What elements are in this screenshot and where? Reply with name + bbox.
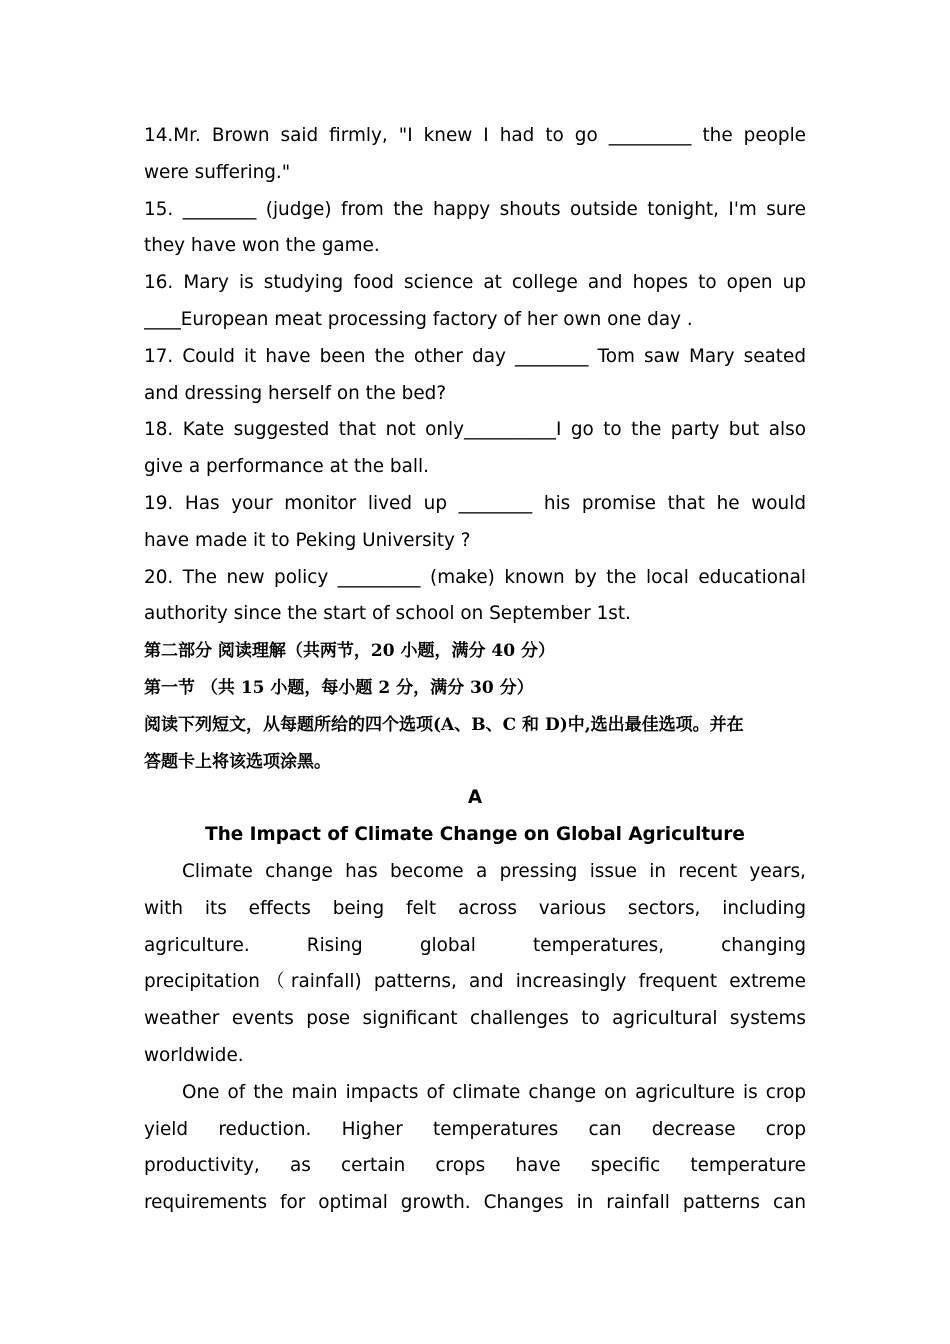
document-page xyxy=(144,118,806,1222)
question-16-line-2: ____European meat processing factory of her own one day . xyxy=(144,308,693,330)
instruction-line-1: 阅读下列短文，从每题所给的四个选项(A、B、C 和 D)中,选出最佳选项。并在 xyxy=(144,714,744,735)
paragraph-1-line-4: precipitation（rainfall) patterns, and increasingly frequent extreme xyxy=(144,971,806,993)
paragraph-1-line-1: Climate change has become a pressing issue in recent years, xyxy=(182,860,806,882)
paragraph-2-line-4: requirements for optimal growth. Changes in rainfall patterns can xyxy=(144,1192,806,1214)
question-14-line-2: were suffering." xyxy=(144,161,291,183)
question-18-line-1: 18. Kate suggested that not only__________I go to the party but also xyxy=(144,419,806,441)
paragraph-2-line-2: yield reduction. Higher temperatures can decrease crop xyxy=(144,1118,806,1140)
paragraph-1-line-2: with its effects being felt across various sectors, including xyxy=(144,897,806,919)
question-15-line-1: 15. ________ (judge) from the happy shouts outside tonight, I'm sure xyxy=(144,198,806,220)
paragraph-1-line-3: agriculture. Rising global temperatures, changing xyxy=(144,934,806,956)
passage-title: The Impact of Climate Change on Global Agriculture xyxy=(205,824,745,846)
question-17-line-2: and dressing herself on the bed? xyxy=(144,382,447,404)
paragraph-1-line-5: weather events pose significant challenges to agricultural systems xyxy=(144,1008,806,1030)
question-19-line-2: have made it to Peking University ? xyxy=(144,529,471,551)
question-17-line-1: 17. Could it have been the other day ________ Tom saw Mary seated xyxy=(144,345,806,367)
question-14-line-1: 14.Mr. Brown said firmly, "I knew I had to go _________ the people xyxy=(144,125,806,146)
section-one-title: 第一节 （共 15 小题，每小题 2 分，满分 30 分） xyxy=(144,677,534,698)
paragraph-1-line-6: worldwide. xyxy=(144,1044,244,1066)
paragraph-2-line-1: One of the main impacts of climate change on agriculture is crop xyxy=(182,1081,806,1103)
question-19-line-1: 19. Has your monitor lived up ________ his promise that he would xyxy=(144,492,806,514)
question-15-line-2: they have won the game. xyxy=(144,235,380,257)
paragraph-2-line-3: productivity, as certain crops have specific temperature xyxy=(144,1155,806,1177)
passage-label: A xyxy=(467,787,483,809)
instruction-line-2: 答题卡上将该选项涂黑。 xyxy=(144,751,331,772)
question-16-line-1: 16. Mary is studying food science at college and hopes to open up xyxy=(144,272,806,294)
question-20-line-2: authority since the start of school on September 1st. xyxy=(144,603,631,625)
part-two-title: 第二部分 阅读理解（共两节，20 小题，满分 40 分） xyxy=(144,641,555,662)
question-18-line-2: give a performance at the ball. xyxy=(144,456,429,478)
question-20-line-1: 20. The new policy _________ (make) known by the local educational xyxy=(144,566,806,588)
